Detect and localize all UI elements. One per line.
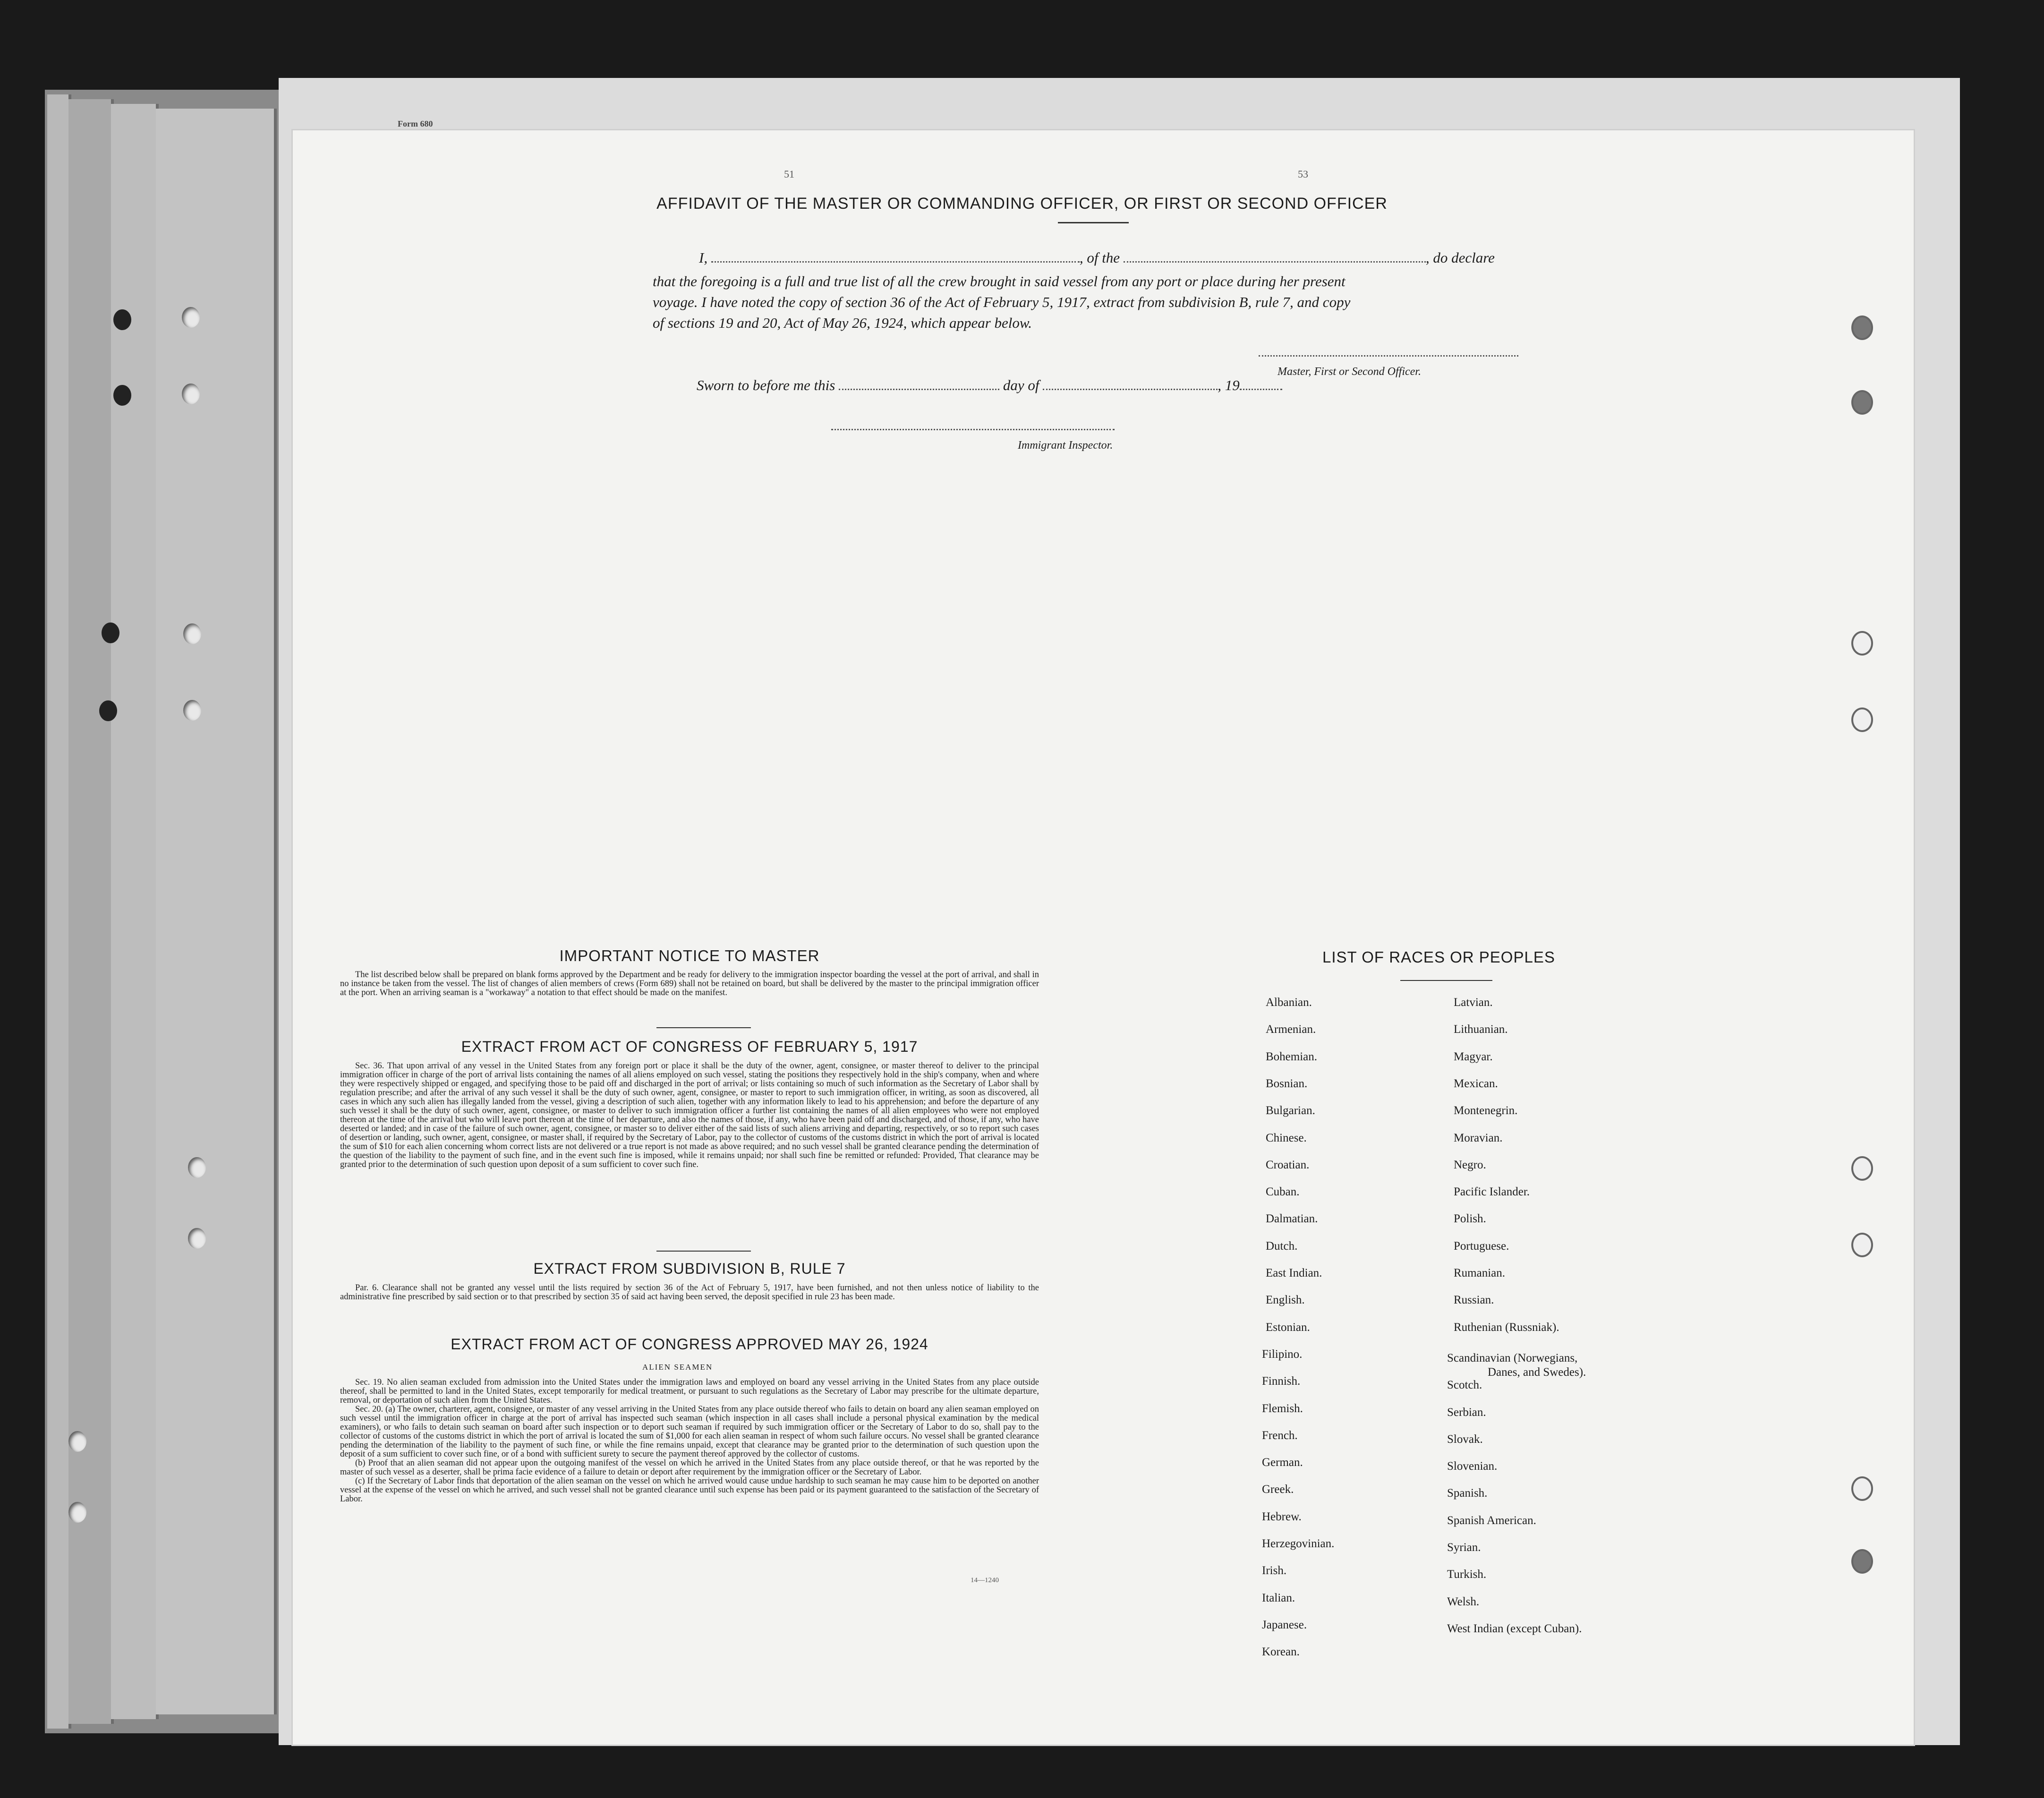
notice-title: IMPORTANT NOTICE TO MASTER <box>559 947 820 964</box>
race-item: Cuban. <box>1266 1185 1300 1199</box>
master-signature-label: Master, First or Second Officer. <box>1278 366 1421 378</box>
race-item: Spanish. <box>1447 1487 1488 1500</box>
sworn-year: , 19 <box>1218 377 1240 393</box>
extract-1917-title: EXTRACT FROM ACT OF CONGRESS OF FEBRUARY 5, 1917 <box>461 1038 918 1055</box>
divider <box>656 1027 751 1028</box>
race-item: Slovak. <box>1447 1432 1483 1446</box>
race-item: Slovenian. <box>1447 1460 1498 1473</box>
race-item: Portuguese. <box>1454 1239 1509 1253</box>
vessel-blank[interactable] <box>1124 261 1426 263</box>
punch-hole <box>188 1228 206 1249</box>
punch-hole <box>102 622 119 643</box>
punch-hole <box>182 307 200 328</box>
punch-hole <box>1851 390 1873 415</box>
extract-1917-text <box>340 1062 1039 1169</box>
background-strip-2 <box>68 99 114 1724</box>
affidavit-line-1 <box>699 249 1495 266</box>
background-strip-1 <box>47 94 71 1729</box>
race-item: Spanish American. <box>1447 1514 1536 1527</box>
punch-hole <box>99 700 117 721</box>
race-item: Albanian. <box>1266 996 1312 1009</box>
affidavit-declare: , do declare <box>1425 249 1495 266</box>
race-item: Scandinavian (Norwegians, <box>1447 1351 1578 1364</box>
race-item: Mexican. <box>1454 1077 1498 1090</box>
affidavit-line-3: voyage. I have noted the copy of section 36 of the Act of February 5, 1917, extract from subdivision B, rule 7, and copy <box>653 294 1351 310</box>
form-number: Form 680 <box>398 119 433 128</box>
race-item: Pacific Islander. <box>1454 1185 1530 1199</box>
race-item: Italian. <box>1262 1591 1295 1604</box>
name-blank[interactable] <box>711 261 1080 263</box>
punch-hole <box>1851 631 1873 656</box>
races-title: LIST OF RACES OR PEOPLES <box>1322 948 1555 966</box>
race-item: Moravian. <box>1454 1131 1503 1144</box>
race-item: Russian. <box>1454 1294 1494 1307</box>
race-item: Latvian. <box>1454 996 1493 1009</box>
race-item: Filipino. <box>1262 1347 1303 1361</box>
extract-1924-title: EXTRACT FROM ACT OF CONGRESS APPROVED MAY 26, 1924 <box>451 1336 928 1353</box>
affidavit-line-4: of sections 19 and 20, Act of May 26, 1924, which appear below. <box>653 315 1032 331</box>
race-item: Lithuanian. <box>1454 1023 1508 1036</box>
rule-7-paragraph: Par. 6. Clearance shall not be granted any vessel until the lists required by section 36 of the Act of February 5, 1917, have been furnished, and not then unless notice of liability to the administrative fine prescribed by said section or to that prescribed by section 35 of said act having been served, the deposit specified in rule 23 has been made. <box>340 1283 1039 1302</box>
page-mark: 53 <box>1298 168 1308 180</box>
affidavit-i: I, <box>699 249 708 266</box>
rule-7-title: EXTRACT FROM SUBDIVISION B, RULE 7 <box>533 1260 846 1277</box>
alien-seamen-subtitle: ALIEN SEAMEN <box>642 1363 713 1372</box>
punch-hole <box>1851 1549 1873 1574</box>
race-item: Montenegrin. <box>1454 1104 1518 1117</box>
affidavit-of-the: , of the <box>1079 249 1120 266</box>
race-item: Finnish. <box>1262 1375 1301 1388</box>
race-item: Danes, and Swedes). <box>1488 1365 1586 1379</box>
notice-text <box>340 971 1039 997</box>
punch-hole <box>1851 1233 1873 1257</box>
page-mark: 51 <box>784 168 794 180</box>
race-item: Welsh. <box>1447 1595 1480 1608</box>
race-item: Dalmatian. <box>1266 1212 1318 1226</box>
master-signature-line[interactable] <box>1259 355 1518 357</box>
sworn-prefix: Sworn to before me this <box>697 377 835 393</box>
punch-hole <box>1851 315 1873 340</box>
races-title-rule <box>1400 980 1492 981</box>
section-19-paragraph: Sec. 19. No alien seaman excluded from admission into the United States under the immigration laws and employed on board any vessel arriving in the United States from any place outside thereof, shall be permitted to land in the United States, except temporarily for medical treatment, or pursuant to such regulations as the Secretary of Labor may prescribe for the ultimate departure, removal, or deportation of such alien from the United States. <box>340 1378 1039 1405</box>
punch-hole <box>188 1157 206 1178</box>
race-item: Estonian. <box>1266 1321 1310 1334</box>
race-item: Chinese. <box>1266 1131 1307 1144</box>
race-item: Irish. <box>1262 1564 1287 1577</box>
race-item: Scotch. <box>1447 1379 1482 1392</box>
race-item: Ruthenian (Russniak). <box>1454 1321 1559 1334</box>
section-20c-paragraph: (c) If the Secretary of Labor finds that deportation of the alien seaman on the vessel on which he arrived would cause undue hardship to such seaman he may cause him to be deported on another vessel at the expense of the vessel on which he arrived, and such vessel shall not be granted clearance until such expense has been paid or its payment guaranteed to the satisfaction of the Secretary of Labor. <box>340 1476 1039 1504</box>
notice-paragraph: The list described below shall be prepared on blank forms approved by the Department and be ready for delivery to the immigration inspector boarding the vessel at the port of arrival, and shall in no instance be taken from the vessel. The list of changes of alien members of crews (Form 689) shall not be retained on board, but shall be delivered by the master to the principal immigration officer at the port. When an arriving seaman is a "workaway" a notation to that effect should be made on the manifest. <box>340 970 1039 997</box>
race-item: Flemish. <box>1262 1402 1303 1415</box>
race-item: Turkish. <box>1447 1568 1487 1581</box>
punch-hole <box>183 700 201 721</box>
race-item: Dutch. <box>1266 1239 1298 1253</box>
background-strip-4 <box>156 109 277 1714</box>
race-item: West Indian (except Cuban). <box>1447 1622 1582 1635</box>
punch-hole <box>1851 707 1873 732</box>
punch-hole <box>113 309 131 330</box>
race-item: German. <box>1262 1456 1303 1469</box>
rule-7-text <box>340 1284 1039 1302</box>
race-item: East Indian. <box>1266 1267 1322 1279</box>
punch-hole <box>68 1431 86 1452</box>
sworn-day-blank[interactable] <box>839 389 999 390</box>
title-rule <box>1058 222 1129 223</box>
section-20a-paragraph: Sec. 20. (a) The owner, charterer, agent, consignee, or master of any vessel arriving in the United States from any place outside thereof who fails to detain on board any alien seaman employed on such vessel until the immigration officer in charge at the port of arrival has inspected such seaman (which inspection in all cases shall include a personal physical examination by the medical examiners), or who fails to detain such seaman on board after such inspection or to deport such seaman if required by such immigration officer or the Secretary of Labor to do so, shall pay to the collector of customs of the customs district in which the port of arrival is located the sum of $1,000 for each alien seaman in respect of whom such failure occurs. No vessel shall be granted clearance pending the determination of the liability to the payment of such fine, or while the fine remains unpaid, except that clearance may be granted prior to the determination of such question upon the deposit of a sum sufficient to cover such fine, or of a bond with sufficient surety to secure the payment thereof approved by the collector of customs. <box>340 1405 1039 1459</box>
sworn-month-blank[interactable] <box>1043 389 1218 390</box>
race-item: Japanese. <box>1262 1618 1307 1631</box>
sworn-day-label: day of <box>1003 377 1039 393</box>
punch-hole <box>113 385 131 406</box>
background-strip-3 <box>111 104 159 1719</box>
race-item: Herzegovinian. <box>1262 1537 1335 1550</box>
affidavit-title: AFFIDAVIT OF THE MASTER OR COMMANDING OFFICER, OR FIRST OR SECOND OFFICER <box>656 195 1388 213</box>
race-item: Korean. <box>1262 1645 1300 1659</box>
race-item: Rumanian. <box>1454 1267 1506 1279</box>
race-item: Polish. <box>1454 1212 1486 1226</box>
race-item: English. <box>1266 1294 1305 1307</box>
punch-hole <box>68 1502 86 1523</box>
affidavit-line-2: that the foregoing is a full and true list of all the crew brought in said vessel from any port or place during her present <box>653 273 1346 290</box>
race-item: Armenian. <box>1266 1023 1316 1036</box>
print-code: 14—1240 <box>971 1576 999 1584</box>
inspector-signature-label: Immigrant Inspector. <box>1018 439 1113 452</box>
punch-hole <box>182 383 200 404</box>
race-item: Bosnian. <box>1266 1077 1308 1090</box>
race-item: Negro. <box>1454 1158 1486 1171</box>
sworn-line <box>697 377 1282 394</box>
race-item: Syrian. <box>1447 1541 1481 1554</box>
race-item: Bohemian. <box>1266 1050 1318 1063</box>
divider <box>656 1251 751 1252</box>
race-item: Bulgarian. <box>1266 1104 1315 1117</box>
race-item: Magyar. <box>1454 1050 1493 1063</box>
race-item: Serbian. <box>1447 1406 1486 1419</box>
punch-hole <box>183 623 201 644</box>
sworn-year-blank[interactable] <box>1240 389 1282 390</box>
punch-hole <box>1851 1476 1873 1501</box>
race-item: Croatian. <box>1266 1158 1310 1171</box>
section-36-paragraph: Sec. 36. That upon arrival of any vessel in the United States from any foreign port or place it shall be the duty of the owner, agent, consignee, or master thereof to deliver to the principal immigration officer in charge of the port of arrival lists containing the names of all aliens employed on such vessel, stating the positions they respectively hold in the ship's company, when and where they were respectively shipped or engaged, and specifying those to be paid off and discharged in the port of arrival; or lists containing so much of such information as the Secretary of Labor shall by regulation prescribe; and after the arrival of any such vessel it shall be the duty of such owner, agent, consignee, or master to report to such immigration officer, in writing, as soon as discovered, all cases in which any such alien has illegally landed from the vessel, giving a description of such alien, together with any information likely to lead to his apprehension; and before the departure of any such vessel it shall be the duty of such owner, agent, consignee, or master to deliver to such immigration officer a further list containing the names of all alien employees who were not employed thereon at the time of the arrival but who will leave port thereon at the time of her departure, and also the names of those, if any, who have been paid off and discharged, and of those, if any, who have deserted or landed; and in case of the failure of such owner, agent, consignee, or master so to deliver either of the said lists of such aliens arriving and departing, respectively, or so to report such cases of desertion or landing, such owner, agent, consignee, or master shall, if required by the Secretary of Labor, pay to the collector of customs of the customs district in which the port of arrival is located the sum of $10 for each alien concerning whom correct lists are not delivered or a true report is not made as above required; and no such vessel shall be granted clearance pending the determination of the question of the liability to the payment of such fine, and in the event such fine is imposed, while it remains unpaid; nor shall such fine be remitted or refunded: Provided, That clearance may be granted prior to the determination of such question upon deposit of a sum sufficient to cover such fine. <box>340 1061 1039 1169</box>
inspector-signature-line[interactable] <box>831 429 1115 430</box>
race-item: French. <box>1262 1429 1298 1442</box>
race-item: Hebrew. <box>1262 1510 1302 1523</box>
section-20b-paragraph: (b) Proof that an alien seaman did not appear upon the outgoing manifest of the vessel on which he arrived in the United States from any place outside thereof, or that he was reported by the master of such vessel as a deserter, shall be prima facie evidence of a failure to detain or deport after requirement by the immigration officer or the Secretary of Labor. <box>340 1458 1039 1477</box>
race-item: Greek. <box>1262 1483 1294 1496</box>
extract-1924-text <box>340 1378 1039 1504</box>
punch-hole <box>1851 1156 1873 1181</box>
